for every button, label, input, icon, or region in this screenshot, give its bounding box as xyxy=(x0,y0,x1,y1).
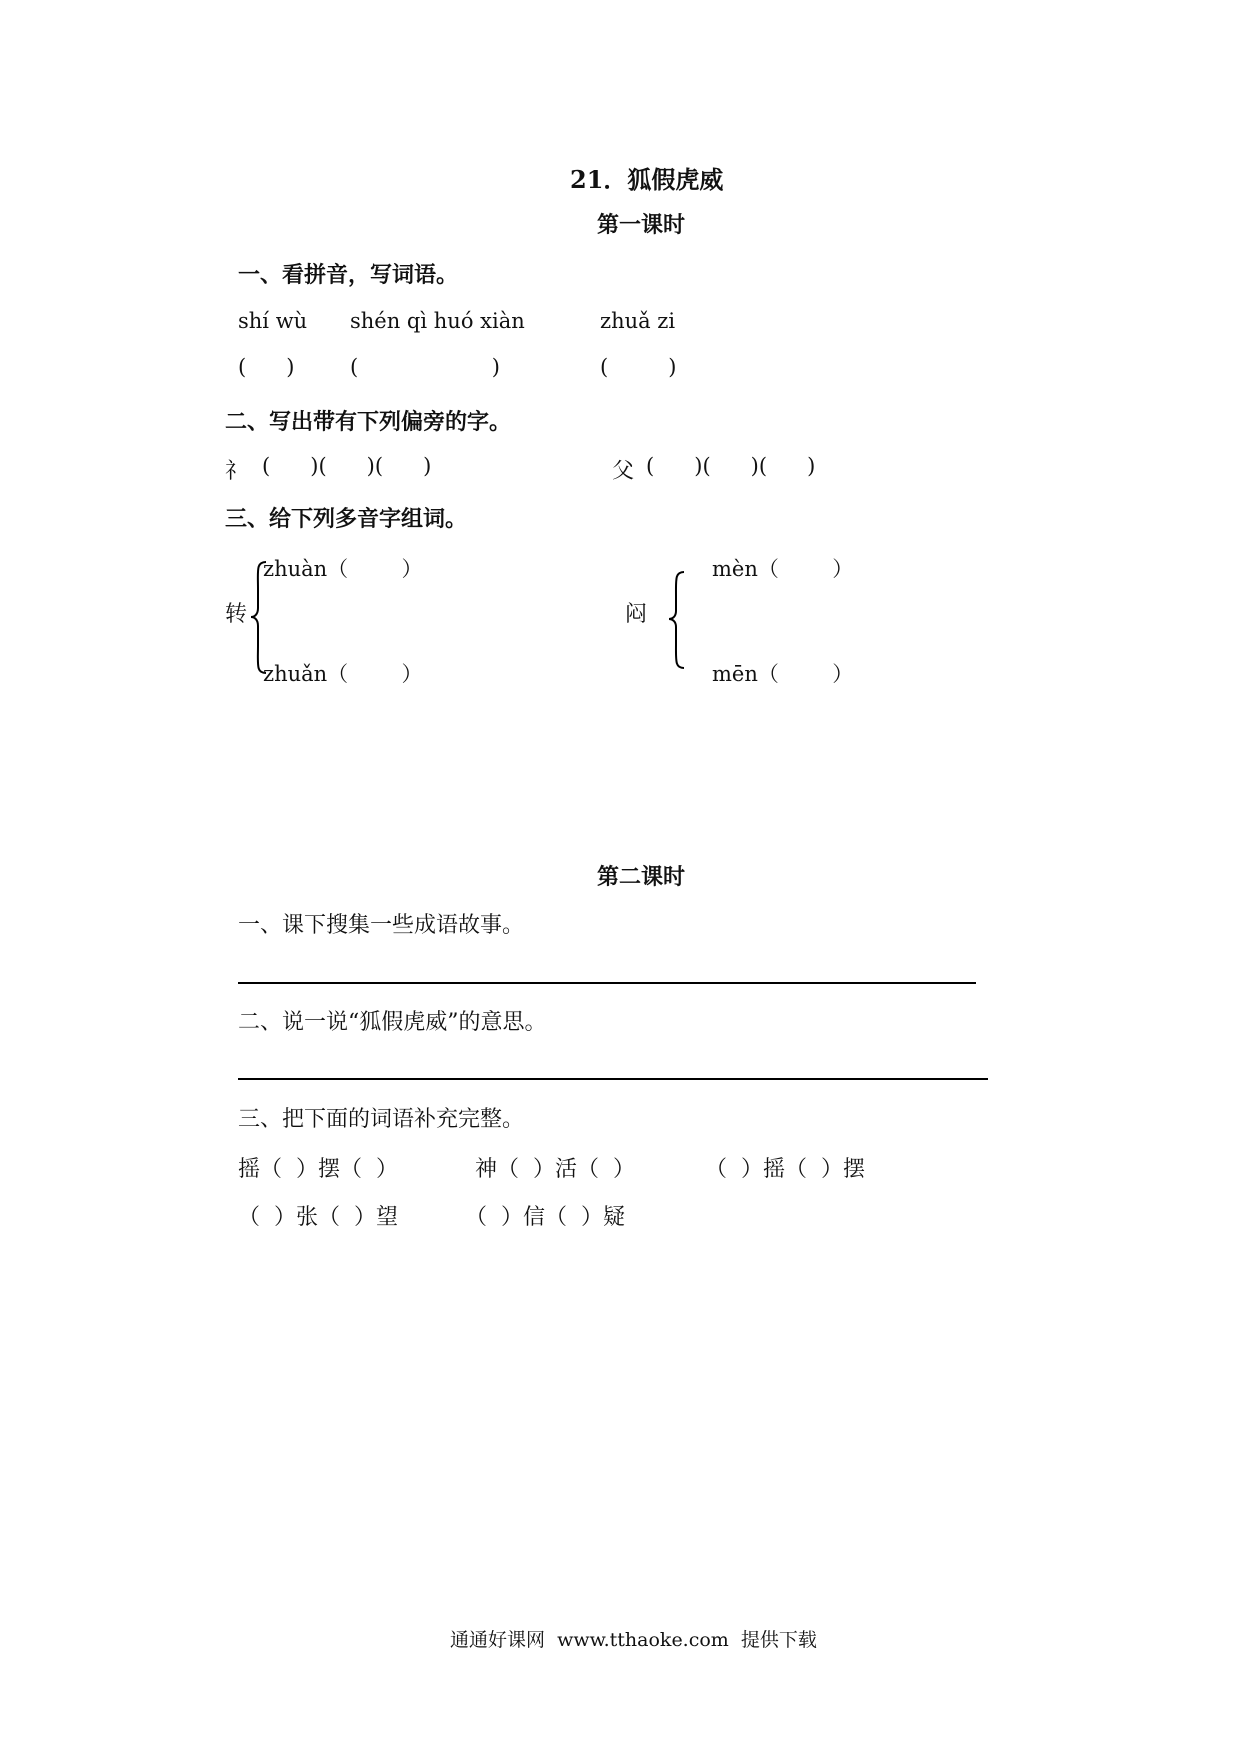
polyphone-char-men: 闷 xyxy=(625,602,648,627)
radical-shi: 礻 xyxy=(225,459,248,484)
word-fill-item[interactable]: （ ）张（ ）望 xyxy=(238,1205,398,1230)
radical-shi-blanks[interactable]: ( )( )( ) xyxy=(262,454,432,478)
lesson-one-heading: 第一课时 xyxy=(597,212,686,238)
question-polyphone-title: 三、给下列多音字组词。 xyxy=(225,506,468,532)
footer-source: 通通好课网 www.tthaoke.com 提供下载 xyxy=(450,1629,817,1651)
answer-blank[interactable]: ( ) xyxy=(238,355,295,379)
polyphone-zhuan-3[interactable]: zhuǎn（ ） xyxy=(263,662,423,686)
question-idiom-stories: 一、课下搜集一些成语故事。 xyxy=(238,913,525,938)
lesson-two-heading: 第二课时 xyxy=(597,864,686,890)
answer-line[interactable] xyxy=(238,1078,988,1080)
page-title: 21．狐假虎威 xyxy=(570,165,724,194)
word-fill-item[interactable]: 神（ ）活（ ） xyxy=(475,1157,635,1182)
polyphone-men-1[interactable]: mēn（ ） xyxy=(712,662,854,686)
word-fill-item[interactable]: （ ）摇（ ）摆 xyxy=(705,1157,865,1182)
pinyin-zhuazi: zhuǎ zi xyxy=(600,309,676,333)
polyphone-char-zhuan: 转 xyxy=(225,602,248,627)
brace-right xyxy=(668,570,688,670)
radical-fu-blanks[interactable]: ( )( )( ) xyxy=(646,454,816,478)
answer-blank[interactable]: ( ) xyxy=(600,355,677,379)
pinyin-shiwu: shí wù xyxy=(238,309,308,333)
answer-blank[interactable]: ( ) xyxy=(350,355,500,379)
polyphone-zhuan-4[interactable]: zhuàn（ ） xyxy=(263,557,423,581)
polyphone-men-4[interactable]: mèn（ ） xyxy=(712,557,854,581)
pinyin-shenqihuoxian: shén qì huó xiàn xyxy=(350,309,525,333)
question-complete-words: 三、把下面的词语补充完整。 xyxy=(238,1107,525,1132)
question-radical-title: 二、写出带有下列偏旁的字。 xyxy=(225,409,512,435)
word-fill-item[interactable]: 摇（ ）摆（ ） xyxy=(238,1157,398,1182)
answer-line[interactable] xyxy=(238,982,976,984)
question-idiom-meaning: 二、说一说“狐假虎威”的意思。 xyxy=(238,1010,547,1035)
word-fill-item[interactable]: （ ）信（ ）疑 xyxy=(465,1205,625,1230)
radical-fu: 父 xyxy=(612,459,635,484)
question-pinyin-title: 一、看拼音，写词语。 xyxy=(238,262,459,288)
